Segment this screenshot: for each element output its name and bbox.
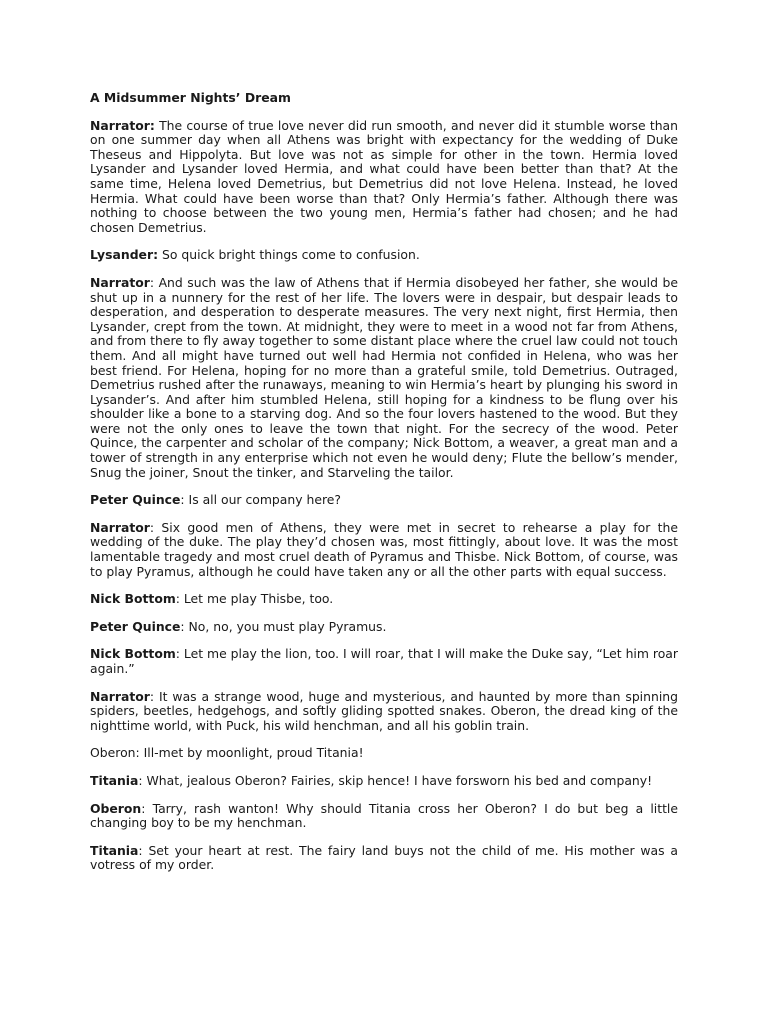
speaker-label: Narrator bbox=[90, 519, 150, 535]
paragraph-text: : It was a strange wood, huge and mysterious, and haunted by more than spinning spiders, beetles, hedgehogs, and softly gliding spotted snakes. Oberon, the dread king of the nighttime world, with Puck, his wild henchman, and all his goblin train. bbox=[90, 688, 678, 733]
paragraph-text: The course of true love never did run smooth, and never did it stumble worse than on one summer day when all Athens was bright with expectancy for the wedding of Duke Theseus and Hippolyta. But love was not as simple for other in the town. Hermia loved Lysander and Lysander loved Hermia, and what could have been better than that? At the same time, Helena loved Demetrius, but Demetrius did not love Helena. Instead, he loved Hermia. What could have been worse than that? Only Hermia’s father. Although there was nothing to choose between the two young men, Hermia’s father had chosen; and he had chosen Demetrius. bbox=[90, 117, 678, 235]
paragraph bbox=[90, 592, 678, 607]
speaker-label: Titania bbox=[90, 772, 139, 788]
speaker-label: Narrator bbox=[90, 274, 150, 290]
document-page bbox=[90, 91, 678, 886]
speaker-label: Narrator: bbox=[90, 117, 155, 133]
paragraph-text: : No, no, you must play Pyramus. bbox=[180, 618, 387, 634]
paragraph bbox=[90, 521, 678, 579]
paragraph-text: : Let me play Thisbe, too. bbox=[175, 591, 334, 607]
paragraph-text: : Let me play the lion, too. I will roar, that I will make the Duke say, “Let him roar again.” bbox=[90, 646, 678, 676]
paragraph bbox=[90, 774, 678, 789]
paragraph bbox=[90, 647, 678, 676]
paragraph-text: So quick bright things come to confusion. bbox=[158, 247, 420, 263]
paragraph bbox=[90, 844, 678, 873]
paragraph bbox=[90, 620, 678, 635]
paragraph-text: : Set your heart at rest. The fairy land buys not the child of me. His mother was a votress of my order. bbox=[90, 842, 678, 873]
speaker-label: Peter Quince bbox=[90, 618, 181, 634]
speaker-label: Narrator bbox=[90, 688, 150, 704]
paragraph bbox=[90, 690, 678, 734]
speaker-label: Nick Bottom bbox=[90, 646, 176, 662]
paragraph-text: : What, jealous Oberon? Fairies, skip hence! I have forsworn his bed and company! bbox=[138, 772, 653, 788]
speaker-label: Peter Quince bbox=[90, 492, 181, 508]
document-title: A Midsummer Nights’ Dream bbox=[90, 90, 291, 105]
paragraph-text: Oberon: Ill-met by moonlight, proud Titania! bbox=[90, 745, 364, 761]
paragraph bbox=[90, 276, 678, 480]
speaker-label: Nick Bottom bbox=[90, 591, 176, 607]
paragraph-text: : Is all our company here? bbox=[180, 492, 342, 508]
paragraph bbox=[90, 493, 678, 508]
paragraph-text: : And such was the law of Athens that if Hermia disobeyed her father, she would be shut up in a nunnery for the rest of her life. The lovers were in despair, but despair leads to desperation, and desperation to desperate measures. The very next night, first Hermia, then Lysander, crept from the town. At midnight, they were to meet in a wood not far from Athens, and from there to fly away together to some distant place where the cruel law could not touch them. And all might have turned out well had Hermia not confided in Helena, who was her best friend. For Helena, hoping for no more than a grateful smile, told Demetrius. Outraged, Demetrius rushed after the runaways, meaning to win Hermia’s heart by plunging his sword in Lysander’s. And after him stumbled Helena, still hoping for a kindness to be flung over his shoulder like a bone to a starving dog. And so the four lovers hastened to the wood. But they were not the only ones to leave the town that night. For the secrecy of the wood. Peter Quince, the carpenter and scholar of the company; Nick Bottom, a weaver, a great man and a tower of strength in any enterprise which not even he would deny; Flute the bellow’s mender, Snug the joiner, Snout the tinker, and Starveling the tailor. bbox=[90, 274, 678, 480]
speaker-label: Lysander: bbox=[90, 247, 159, 263]
paragraph-text: : Tarry, rash wanton! Why should Titania cross her Oberon? I do but beg a little changing boy to be my henchman. bbox=[90, 800, 678, 831]
speaker-label: Titania bbox=[90, 842, 139, 858]
paragraph bbox=[90, 248, 678, 263]
speaker-label: Oberon bbox=[90, 800, 142, 816]
paragraph bbox=[90, 802, 678, 831]
paragraph bbox=[90, 119, 678, 236]
paragraph-text: : Six good men of Athens, they were met in secret to rehearse a play for the wedding of the duke. The play they’d chosen was, most fittingly, about love. It was the most lamentable tragedy and most cruel death of Pyramus and Thisbe. Nick Bottom, of course, was to play Pyramus, although he could have taken any or all the other parts with equal success. bbox=[90, 519, 678, 579]
paragraph bbox=[90, 746, 678, 761]
